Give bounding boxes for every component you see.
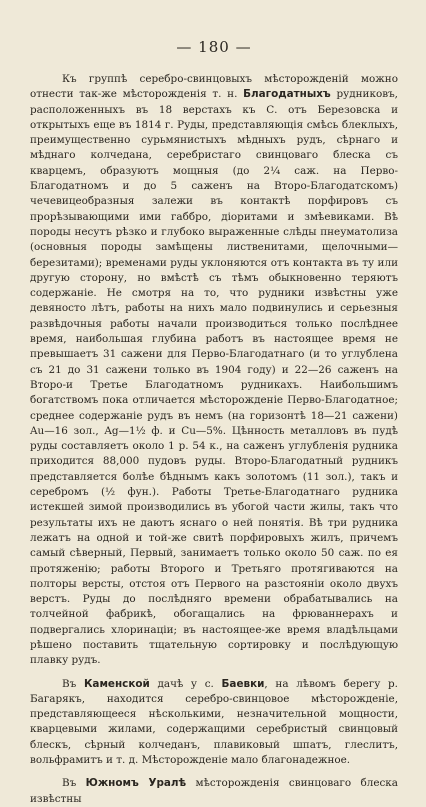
text-segment: рудниковъ, расположенныхъ въ 18 верстахъ къ С. отъ Березовска и открытыхъ еще въ 1814 г. Руды, представляющія смѣсь блеклыхъ, преимущественно сурьмянистыхъ мѣдныхъ рудъ, сѣрнаго и мѣднаго колчедана, серебристаго свинцоваго блеска съ кварцемъ, образуютъ мощныя (до 2¼ саж. на Перво-Благодатномъ и до 5 саженъ на Второ-Благодатскомъ) чечевицеобразныя залежи въ контактѣ порфировъ съ прорѣзывающими ими габбро, діоритами и змѣевиками. Вѣ породы несутъ рѣзко и глубоко выраженные слѣды пнеуматолиза (основныя породы замѣщены лиственитами, щелочными—березитами); временами руды уклоняются отъ контакта въ ту или другую сторону, но вмѣстѣ съ тѣмъ обыкновенно теряютъ содержаніе. Не смотря на то, что рудники извѣстны уже девяносто лѣтъ, работы на нихъ мало подвинулись и серьезныя развѣдочныя работы начали производиться только послѣднее время, наибольшая глубина работъ въ настоящее время не превышаетъ 31 сажени для Перво-Благодатнаго (и то углублена съ 21 до 31 сажени только въ 1904 году) и 22—26 саженъ на Второ-и Третье Благодатномъ рудникахъ. Наибольшимъ богатствомъ пока отличается мѣсторожденіе Перво-Благодатное; среднее содержаніе рудъ въ немъ (на горизонтѣ 18—21 сажени) Au—16 зол., Ag—1½ ф. и Cu—5%. Цѣнность металловъ въ пудѣ руды составляетъ около 1 р. 54 к., на саженъ углубленія рудника приходится 88,000 пудовъ руды. Второ-Благодатный рудникъ представляется болѣе бѣднымъ какъ золотомъ (11 зол.), такъ и серебромъ (½ фун.). Работы Третье-Благодатнаго рудника истекшей зимой производились въ убогой части жилы, такъ что результаты ихъ не даютъ яснаго о ней понятія. Вѣ три рудника лежатъ на одной и той-же свитѣ порфировыхъ жилъ, причемъ самый сѣверный, Первый, занимаетъ только около 50 саж. по ея протяженію; работы Второго и Третьяго протягиваются на полторы версты, отстоя отъ Первого на разстояніи около двухъ верстъ. Руды до послѣдняго времени обрабатывались на толчейной фабрикѣ, обогащались на фрюваннерахъ и подвергались хлоринаціи; въ настоящее-же время владѣльцами рѣшено поставить тщательную сортировку и послѣдующую плавку рудъ. <box>30 88 398 667</box>
text-segment: мѣсторожденія свинцоваго блеска извѣстны <box>30 777 398 805</box>
bold-term-kamenskoy: Каменской <box>83 677 150 690</box>
page-number: — 180 — <box>176 38 252 56</box>
text-segment: Къ группѣ серебро-свинцовыхъ мѣсторожденій можно отнести так-же мѣсторожденія т. н. <box>30 73 398 101</box>
bold-term-southern-ural: Южномъ Уралѣ <box>85 777 187 790</box>
bold-term-blagodatnykh: Благодатныхъ <box>243 88 331 101</box>
paragraph-southern-ural <box>30 776 398 807</box>
paragraph-blagodatnye <box>30 72 398 669</box>
bold-term-baevki: Баевки <box>221 677 265 690</box>
paragraph-kamenskaya <box>30 677 398 769</box>
text-segment: , на лѣвомъ берегу р. Багарякъ, находится серебро-свинцовое мѣсторожденіе, представляющееся нѣсколькими, незначительной мощности, кварцевыми жилами, содержащими серебристый свинцовый блескъ, сѣрный колчеданъ, плавиковый шпатъ, глеслитъ, вольфрамитъ и т. д. Мѣсторожденіе мало благонадежное. <box>30 677 398 767</box>
text-segment: дачѣ у с. <box>149 677 222 690</box>
text-segment: Въ <box>62 777 86 790</box>
text-segment: Въ <box>62 677 84 690</box>
